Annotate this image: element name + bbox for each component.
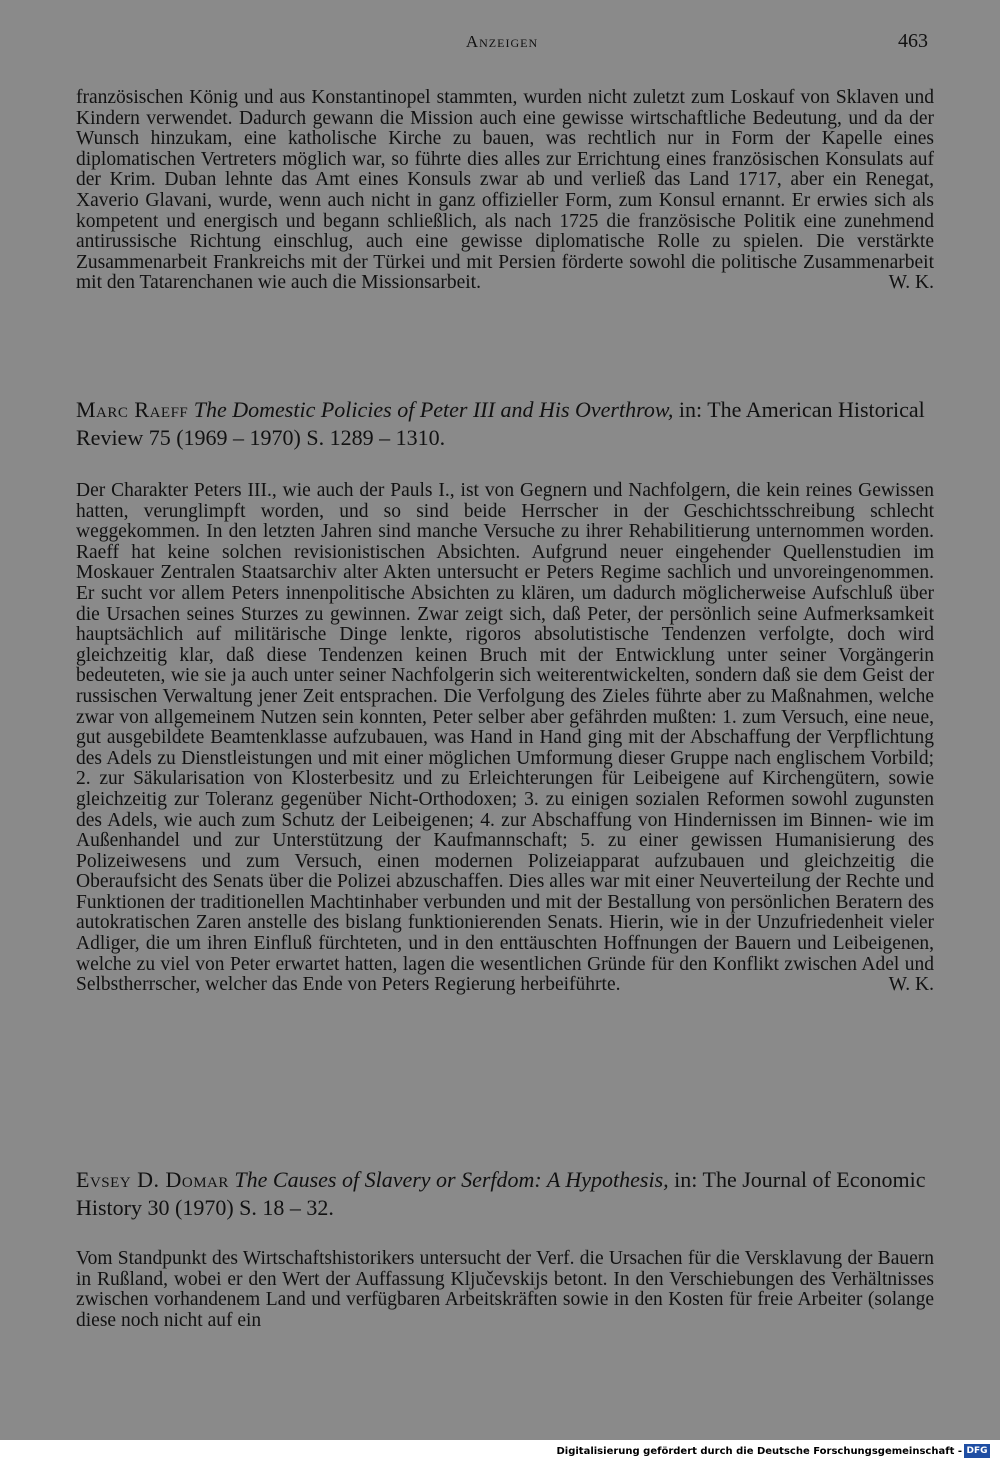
dfg-logo: DFG xyxy=(964,1444,990,1458)
review-2-signature: W. K. xyxy=(888,974,934,996)
review-1-body xyxy=(76,88,934,294)
review-3-source: in: The Journal of Economic History 30 (1970) S. 18 – 32. xyxy=(76,1167,926,1220)
review-2-source: in: The American Historical Review 75 (1969 – 1970) S. 1289 – 1310. xyxy=(76,397,925,450)
review-2-title: The Domestic Policies of Peter III and His Overthrow, xyxy=(193,397,674,422)
review-2-text: Der Charakter Peters III., wie auch der Pauls I., ist von Gegnern und Nachfolgern, die kein reines Gewissen hatten, verunglimpft worden, und so sind beide Herrscher in der Geschichtsschreibung schlecht weggekommen. In den letzten Jahren sind manche Versuche zu ihrer Rehabilitierung unternommen worden. Raeff hat keine solchen revisionistischen Absichten. Aufgrund neuer eingehender Quellenstudien im Moskauer Zentralen Staatsarchiv alter Akten untersucht er Peters Regime sachlich und unvoreingenommen. Er sucht vor allem Peters innenpolitische Absichten zu klären, um dadurch möglicherweise Aufschluß über die Ursachen seines Sturzes zu gewinnen. Zwar zeigt sich, daß Peter, der persönlich seine Aufmerksamkeit hauptsächlich auf militärische Dinge lenkte, rigoros absolutistische Tendenzen verfolgte, doch wird gleichzeitig klar, daß diese Tendenzen keinen Bruch mit der Entwicklung unter seiner Vorgängerin bedeuteten, wie sie ja auch unter seiner Nachfolgerin sich weiterentwickelten, sondern daß sie dem Geist der russischen Verwaltung jener Zeit entsprachen. Die Verfolgung des Zieles führte aber zu Maßnahmen, welche zwar von allgemeinem Nutzen sein konnten, Peter selber aber gefährden mußten: 1. zum Versuch, eine neue, gut ausgebildete Beamtenklasse aufzubauen, was Hand in Hand ging mit der Abschaffung der Verpflichtung des Adels zu Dienstleistungen und mit einer möglichen Umformung dieser Gruppe nach englischem Vorbild; 2. zur Säkularisation von Klosterbesitz und zu Erleichterungen für Leibeigene auf Kirchengütern, sowie gleichzeitig zur Toleranz gegenüber Nicht-Orthodoxen; 3. zu einigen sozialen Reformen sowohl zugunsten des Adels, wie auch zum Schutz der Leibeigenen; 4. zur Abschaffung von Hindernissen im Binnen- wie im Außenhandel und zur Unterstützung der Kaufmannschaft; 5. zu einer gewissen Humanisierung des Polizeiwesens und zum Versuch, einen modernen Polizeiapparat aufzubauen und gleichzeitig die Oberaufsicht des Senats über die Polizei abzuschaffen. Dies alles war mit einer Neuverteilung der Rechte und Funktionen der traditionellen Machtinhaber verbunden und mit der Bestallung von persönlichen Beratern des autokratischen Zaren anstelle des bislang funktionierenden Senats. Hierin, wie in der Unzufriedenheit vieler Adliger, die um ihren Einfluß fürchteten, und in den enttäuschten Hoffnungen der Bauern und Leibeigenen, welche zu viel von Peter erwartet hatten, lagen die wesentlichen Gründe für den Konflikt zwischen Adel und Selbstherrscher, welcher das Ende von Peters Regierung herbeiführte. xyxy=(76,480,934,996)
review-3-author: Evsey D. Domar xyxy=(76,1167,229,1192)
review-1-signature: W. K. xyxy=(888,272,934,294)
review-3-body xyxy=(76,1249,934,1331)
running-title: Anzeigen xyxy=(465,32,539,51)
review-1-text: französischen König und aus Konstantinopel stammten, wurden nicht zuletzt zum Loskauf von Sklaven und Kindern verwendet. Dadurch gewann die Mission auch eine gewisse wirtschaftliche Bedeutung, und da der Wunsch hinzukam, eine katholische Kirche zu bauen, was rechtlich nur in Form der Kapelle eines diplomatischen Vertreters möglich war, so führte dies alles zur Errichtung eines französischen Konsulats auf der Krim. Duban lehnte das Amt eines Konsuls zwar ab und verließ das Land 1717, aber ein Renegat, Xaverio Glavani, wurde, wenn auch nicht in ganz offizieller Form, zum Konsul ernannt. Er erwies sich als kompetent und energisch und begann schließlich, als nach 1725 die französische Politik eine zunehmend antirussische Richtung einschlug, auch eine gewisse diplomatische Rolle zu spielen. Die verstärkte Zusammenarbeit Frankreichs mit der Türkei und mit Persien förderte sowohl die politische Zusammenarbeit mit den Tatarenchanen wie auch die Missionsarbeit. xyxy=(76,87,934,294)
page-number: 463 xyxy=(898,30,928,52)
review-3-text: Vom Standpunkt des Wirtschaftshistorikers untersucht der Verf. die Ursachen für die Versklavung der Bauern in Rußland, wobei er den Wert der Auffassung Ključevskijs betont. In den Verschiebungen des Verhältnisses zwischen vorhandenem Land und verfügbaren Arbeitskräften sowie in den Kosten für freie Arbeiter (solange diese noch nicht auf ein xyxy=(76,1248,934,1331)
review-2-author: Marc Raeff xyxy=(76,397,189,422)
review-2-body xyxy=(76,481,934,996)
review-2-heading xyxy=(76,396,936,452)
page-header xyxy=(76,30,928,58)
review-3-heading xyxy=(76,1166,936,1222)
review-3-title: The Causes of Slavery or Serfdom: A Hypothesis, xyxy=(234,1167,669,1192)
footer-credit: Digitalisierung gefördert durch die Deutsche Forschungsgemeinschaft - xyxy=(556,1446,962,1457)
digitization-footer xyxy=(0,1440,1000,1464)
